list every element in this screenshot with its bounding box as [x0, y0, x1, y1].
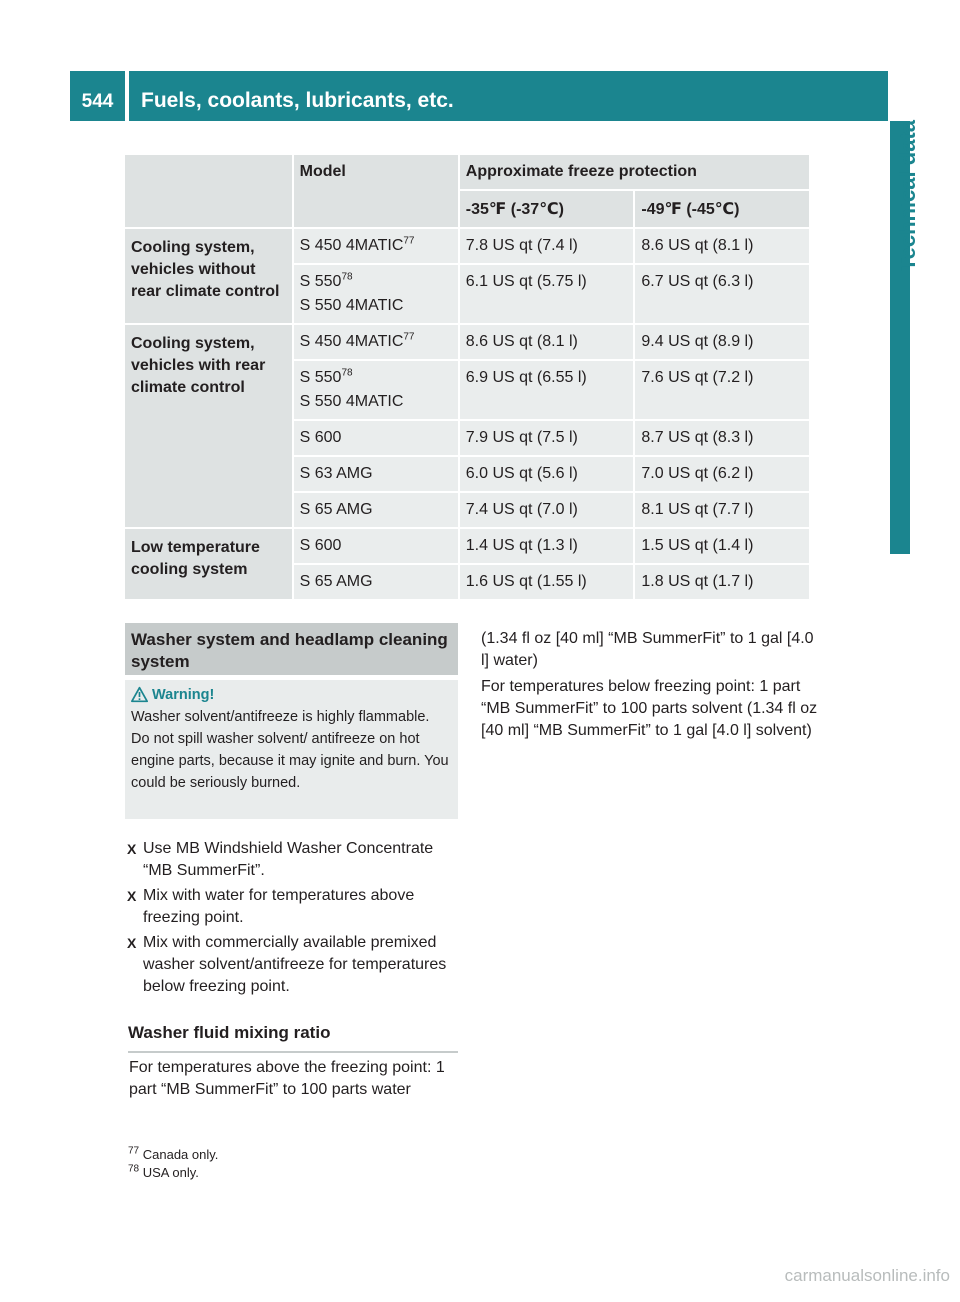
capacity-cell: 8.6 US qt (8.1 l): [460, 325, 636, 361]
capacity-cell: 6.7 US qt (6.3 l): [635, 265, 811, 325]
capacity-cell: 8.1 US qt (7.7 l): [635, 493, 811, 529]
model-name-2: S 550 4MATIC: [299, 393, 404, 410]
model-name: S 65 AMG: [299, 573, 373, 590]
header-protection: Approximate freeze protection: [460, 155, 811, 191]
footnotes: [128, 1146, 458, 1182]
header-temp-2: -49℉ (-45℃): [635, 191, 811, 229]
header-blank: [125, 155, 294, 229]
model-name: S 600: [299, 537, 342, 554]
model-cell: [294, 325, 460, 361]
model-name: S 450 4MATIC: [299, 237, 404, 254]
mixing-ratio-above: For temperatures above the freezing point: 1 part “MB SummerFit” to 100 parts water: [129, 1059, 445, 1098]
model-name: S 550: [299, 273, 342, 290]
right-column-text: [481, 628, 821, 742]
category-cell: Cooling system, vehicles without rear climate control: [125, 229, 294, 325]
category-cell: Low temperature cooling system: [125, 529, 294, 601]
footnote-ref: 77: [403, 331, 415, 343]
capacity-cell: 1.5 US qt (1.4 l): [635, 529, 811, 565]
mixing-ratio-above-cont: (1.34 fl oz [40 ml] “MB SummerFit” to 1 gal [4.0 l] water): [481, 630, 814, 669]
model-cell: [294, 265, 460, 325]
footnote-77: $^{77}$ Canada only.: [128, 1145, 219, 1162]
list-item: X Mix with commercially available premixed washer solvent/antifreeze for temperatures below freezing point.: [127, 934, 447, 995]
model-cell: [294, 229, 460, 265]
capacity-cell: 6.0 US qt (5.6 l): [460, 457, 636, 493]
side-tab-label: [890, 120, 925, 560]
mixing-ratio-below: For temperatures below freezing point: 1 part “MB SummerFit” to 100 parts solvent (1.34 fl oz [40 ml] “MB SummerFit” to 1 gal [4.0 l] solvent): [481, 678, 818, 739]
footnote-ref: 77: [403, 235, 415, 247]
capacity-cell: 7.4 US qt (7.0 l): [460, 493, 636, 529]
section-heading: Washer system and headlamp cleaning system: [125, 623, 458, 675]
side-tab-text: Technical data: [895, 120, 920, 272]
model-name-2: S 550 4MATIC: [299, 297, 404, 314]
capacity-cell: 8.7 US qt (8.3 l): [635, 421, 811, 457]
warning-text: Washer solvent/antifreeze is highly flammable. Do not spill washer solvent/ antifreeze on hot engine parts, because it may ignite and burn. You could be seriously burned.: [131, 709, 449, 791]
capacity-cell: 8.6 US qt (8.1 l): [635, 229, 811, 265]
page-number: 544: [70, 71, 125, 121]
model-cell: [294, 529, 460, 565]
chapter-title: Fuels, coolants, lubricants, etc.: [129, 71, 888, 121]
freeze-protection-table: [125, 155, 811, 601]
list-item: X Use MB Windshield Washer Concentrate “MB SummerFit”.: [127, 840, 434, 879]
capacity-cell: 6.9 US qt (6.55 l): [460, 361, 636, 421]
capacity-cell: 1.4 US qt (1.3 l): [460, 529, 636, 565]
instruction-list: [125, 838, 465, 1001]
model-cell: [294, 361, 460, 421]
warning-icon: [131, 686, 148, 703]
category-cell: Cooling system, vehicles with rear climate control: [125, 325, 294, 529]
arrow-icon: X: [127, 888, 137, 904]
page-header: [70, 71, 888, 121]
warning-box: [125, 680, 458, 819]
footnote-78: $^{78}$ USA only.: [128, 1163, 199, 1180]
capacity-cell: 1.6 US qt (1.55 l): [460, 565, 636, 601]
capacity-cell: 7.6 US qt (7.2 l): [635, 361, 811, 421]
footnote-ref: 78: [341, 367, 353, 379]
model-cell: [294, 457, 460, 493]
capacity-cell: 9.4 US qt (8.9 l): [635, 325, 811, 361]
model-name: S 63 AMG: [299, 465, 373, 482]
capacity-cell: 7.8 US qt (7.4 l): [460, 229, 636, 265]
capacity-cell: 6.1 US qt (5.75 l): [460, 265, 636, 325]
list-item: X Mix with water for temperatures above freezing point.: [127, 887, 415, 926]
model-name: S 450 4MATIC: [299, 333, 404, 350]
warning-title: [131, 684, 452, 706]
model-cell: [294, 421, 460, 457]
capacity-cell: 7.9 US qt (7.5 l): [460, 421, 636, 457]
capacity-cell: 7.0 US qt (6.2 l): [635, 457, 811, 493]
table-row: [125, 325, 811, 361]
model-name: S 550: [299, 369, 342, 386]
warning-title-text: Warning!: [152, 687, 215, 703]
model-cell: [294, 565, 460, 601]
table-row: [125, 529, 811, 565]
table-row: [125, 229, 811, 265]
header-model: Model: [294, 155, 460, 229]
model-name: S 65 AMG: [299, 501, 373, 518]
arrow-icon: X: [127, 935, 137, 951]
model-name: S 600: [299, 429, 342, 446]
header-temp-1: -35℉ (-37℃): [460, 191, 636, 229]
capacity-cell: 1.8 US qt (1.7 l): [635, 565, 811, 601]
mixing-ratio-heading: Washer fluid mixing ratio: [128, 1023, 458, 1053]
arrow-icon: X: [127, 841, 137, 857]
model-cell: [294, 493, 460, 529]
watermark: carmanualsonline.info: [784, 1266, 950, 1285]
footnote-ref: 78: [341, 271, 353, 283]
